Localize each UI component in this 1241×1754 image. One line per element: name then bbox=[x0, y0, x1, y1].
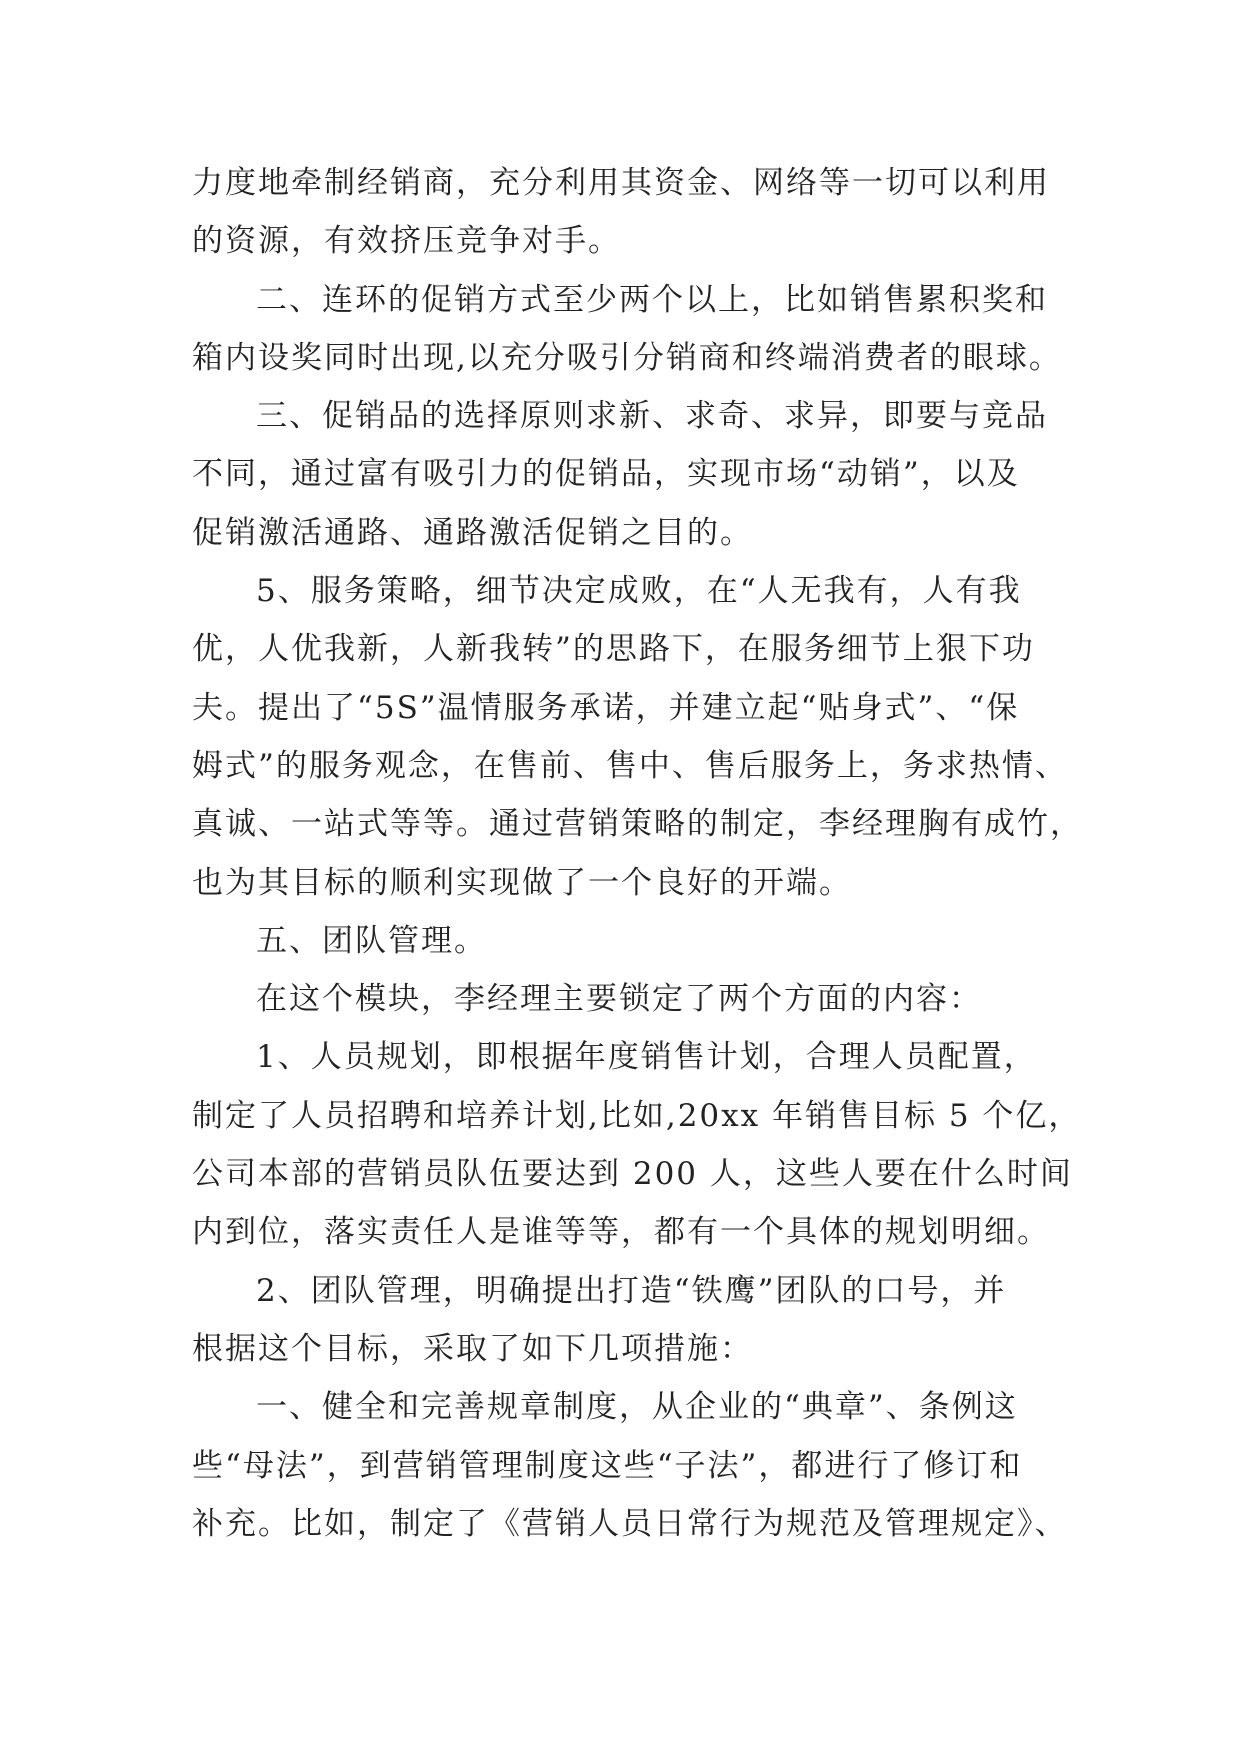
text-line: 夫。提出了“5S”温情服务承诺，并建立起“贴身式”、“保 bbox=[192, 689, 1020, 726]
section-heading: 五、团队管理。 bbox=[256, 922, 487, 959]
text-line: 优，人优我新，人新我转”的思路下，在服务细节上狠下功 bbox=[192, 631, 1035, 668]
text-line: 不同，通过富有吸引力的促销品，实现市场“动销”，以及 bbox=[192, 456, 1020, 493]
text-line: 姆式”的服务观念，在售前、售中、售后服务上，务求热情、 bbox=[192, 747, 1068, 784]
paragraph-start-line: 5、服务策略，细节决定成败，在“人无我有，人有我 bbox=[256, 573, 1022, 610]
text-line: 力度地牵制经销商，充分利用其资金、网络等一切可以利用 bbox=[192, 165, 1050, 201]
text-line: 真诚、一站式等等。通过营销策略的制定，李经理胸有成竹， bbox=[192, 806, 1083, 843]
text-line: 促销激活通路、通路激活促销之目的。 bbox=[192, 514, 753, 551]
paragraph-start-line: 1、人员规划，即根据年度销售计划，合理人员配置， bbox=[256, 1039, 1037, 1076]
text-line: 内到位，落实责任人是谁等等，都有一个具体的规划明细。 bbox=[192, 1214, 1050, 1251]
text-line: 也为其目标的顺利实现做了一个良好的开端。 bbox=[192, 864, 852, 901]
paragraph-start-line: 一、健全和完善规章制度，从企业的“典章”、条例这 bbox=[256, 1389, 1018, 1426]
text-line: 补充。比如，制定了《营销人员日常行为规范及管理规定》、 bbox=[192, 1505, 1068, 1542]
text-line: 根据这个目标，采取了如下几项措施： bbox=[192, 1330, 753, 1367]
paragraph-start-line: 在这个模块，李经理主要锁定了两个方面的内容： bbox=[256, 981, 982, 1018]
text-line: 些“母法”，到营销管理制度这些“子法”，都进行了修订和 bbox=[192, 1447, 1023, 1484]
text-line: 制定了人员招聘和培养计划,比如,20xx 年销售目标 5 个亿， bbox=[192, 1097, 1082, 1134]
paragraph-start-line: 二、连环的促销方式至少两个以上，比如销售累积奖和 bbox=[256, 281, 1048, 318]
text-line: 公司本部的营销员队伍要达到 200 人，这些人要在什么时间 bbox=[192, 1156, 1073, 1193]
text-line: 箱内设奖同时出现,以充分吸引分销商和终端消费者的眼球。 bbox=[192, 339, 1062, 376]
text-line: 的资源，有效挤压竞争对手。 bbox=[192, 223, 621, 260]
paragraph-start-line: 2、团队管理，明确提出打造“铁鹰”团队的口号，并 bbox=[256, 1272, 1007, 1309]
paragraph-start-line: 三、促销品的选择原则求新、求奇、求异，即要与竞品 bbox=[256, 398, 1048, 435]
body-text bbox=[192, 154, 1083, 1553]
